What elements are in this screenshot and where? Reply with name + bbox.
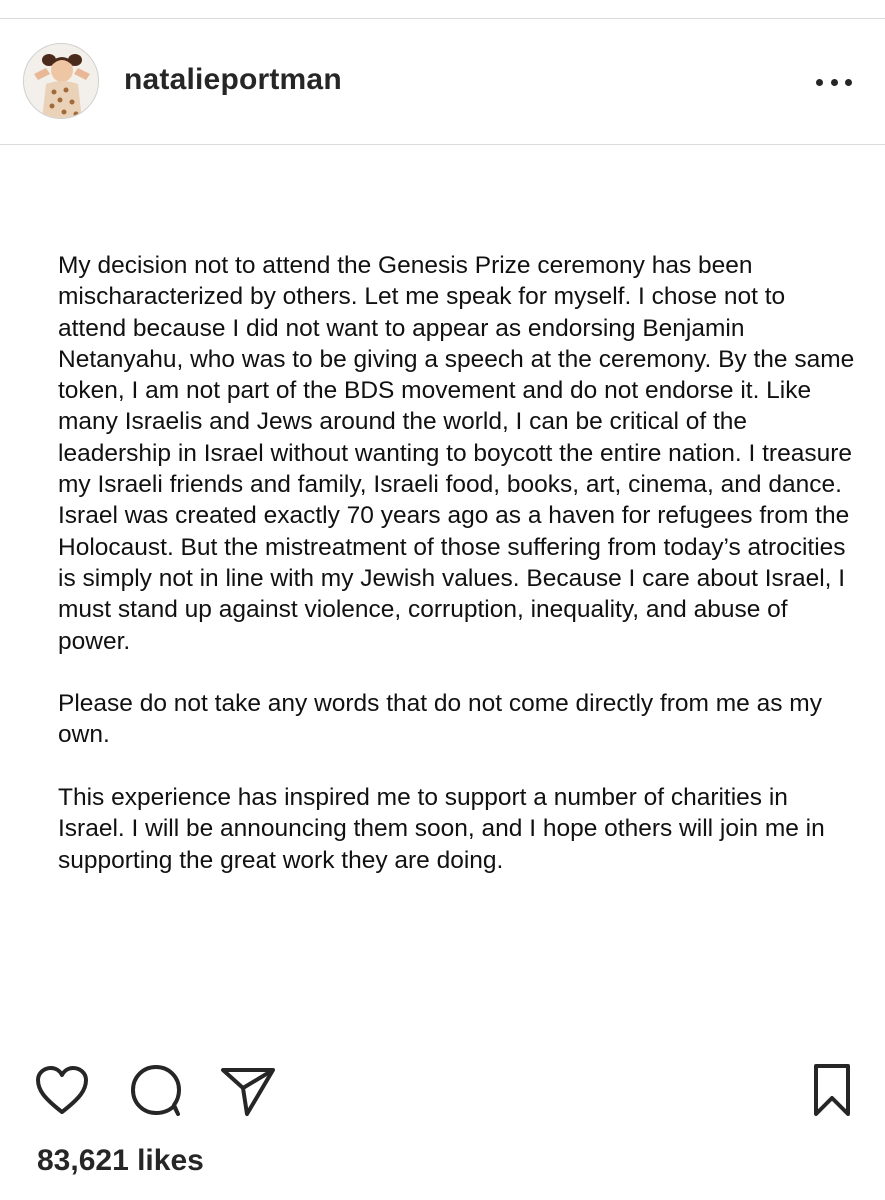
statement-text: [58, 250, 858, 907]
post-header: [0, 19, 885, 145]
likes-count[interactable]: 83,621 likes: [37, 1144, 204, 1177]
like-button[interactable]: [32, 1060, 92, 1120]
share-icon: [219, 1062, 277, 1118]
dot: [831, 79, 838, 86]
heart-icon: [34, 1064, 90, 1116]
action-bar: [0, 1050, 885, 1130]
comment-icon: [128, 1062, 184, 1118]
avatar[interactable]: [23, 43, 99, 119]
share-button[interactable]: [218, 1060, 278, 1120]
statement-paragraph: This experience has inspired me to support a number of charities in Israel. I will be announcing them soon, and I hope others will join me in supporting the great work they are doing.: [58, 784, 825, 874]
statement-paragraph: My decision not to attend the Genesis Prize ceremony has been mischaracterized by others. Let me speak for myself. I chose not to attend because I did not want to appear as endorsing Benjamin Netanyahu, who was to be giving a speech at the ceremony. By the same token, I am not part of the BDS movement and do not endorse it. Like many Israelis and Jews around the world, I can be critical of the leadership in Israel without wanting to boycott the entire nation. I treasure my Israeli friends and family, Israeli food, books, art, cinema, and dance. Israel was created exactly 70 years ago as a haven for refugees from the Holocaust. But the mistreatment of those suffering from today’s atrocities is simply not in line with my Jewish values. Because I care about Israel, I must stand up against violence, corruption, inequality, and abuse of power.: [58, 252, 855, 655]
statement-paragraph: Please do not take any words that do not come directly from me as my own.: [58, 690, 822, 749]
comment-button[interactable]: [126, 1060, 186, 1120]
dot: [816, 79, 823, 86]
save-button[interactable]: [802, 1060, 862, 1120]
username[interactable]: natalieportman: [124, 63, 342, 96]
bookmark-icon: [808, 1062, 856, 1118]
post-image[interactable]: [0, 146, 885, 1026]
dot: [845, 79, 852, 86]
more-options-icon[interactable]: [812, 67, 856, 97]
avatar-image: [24, 44, 99, 119]
